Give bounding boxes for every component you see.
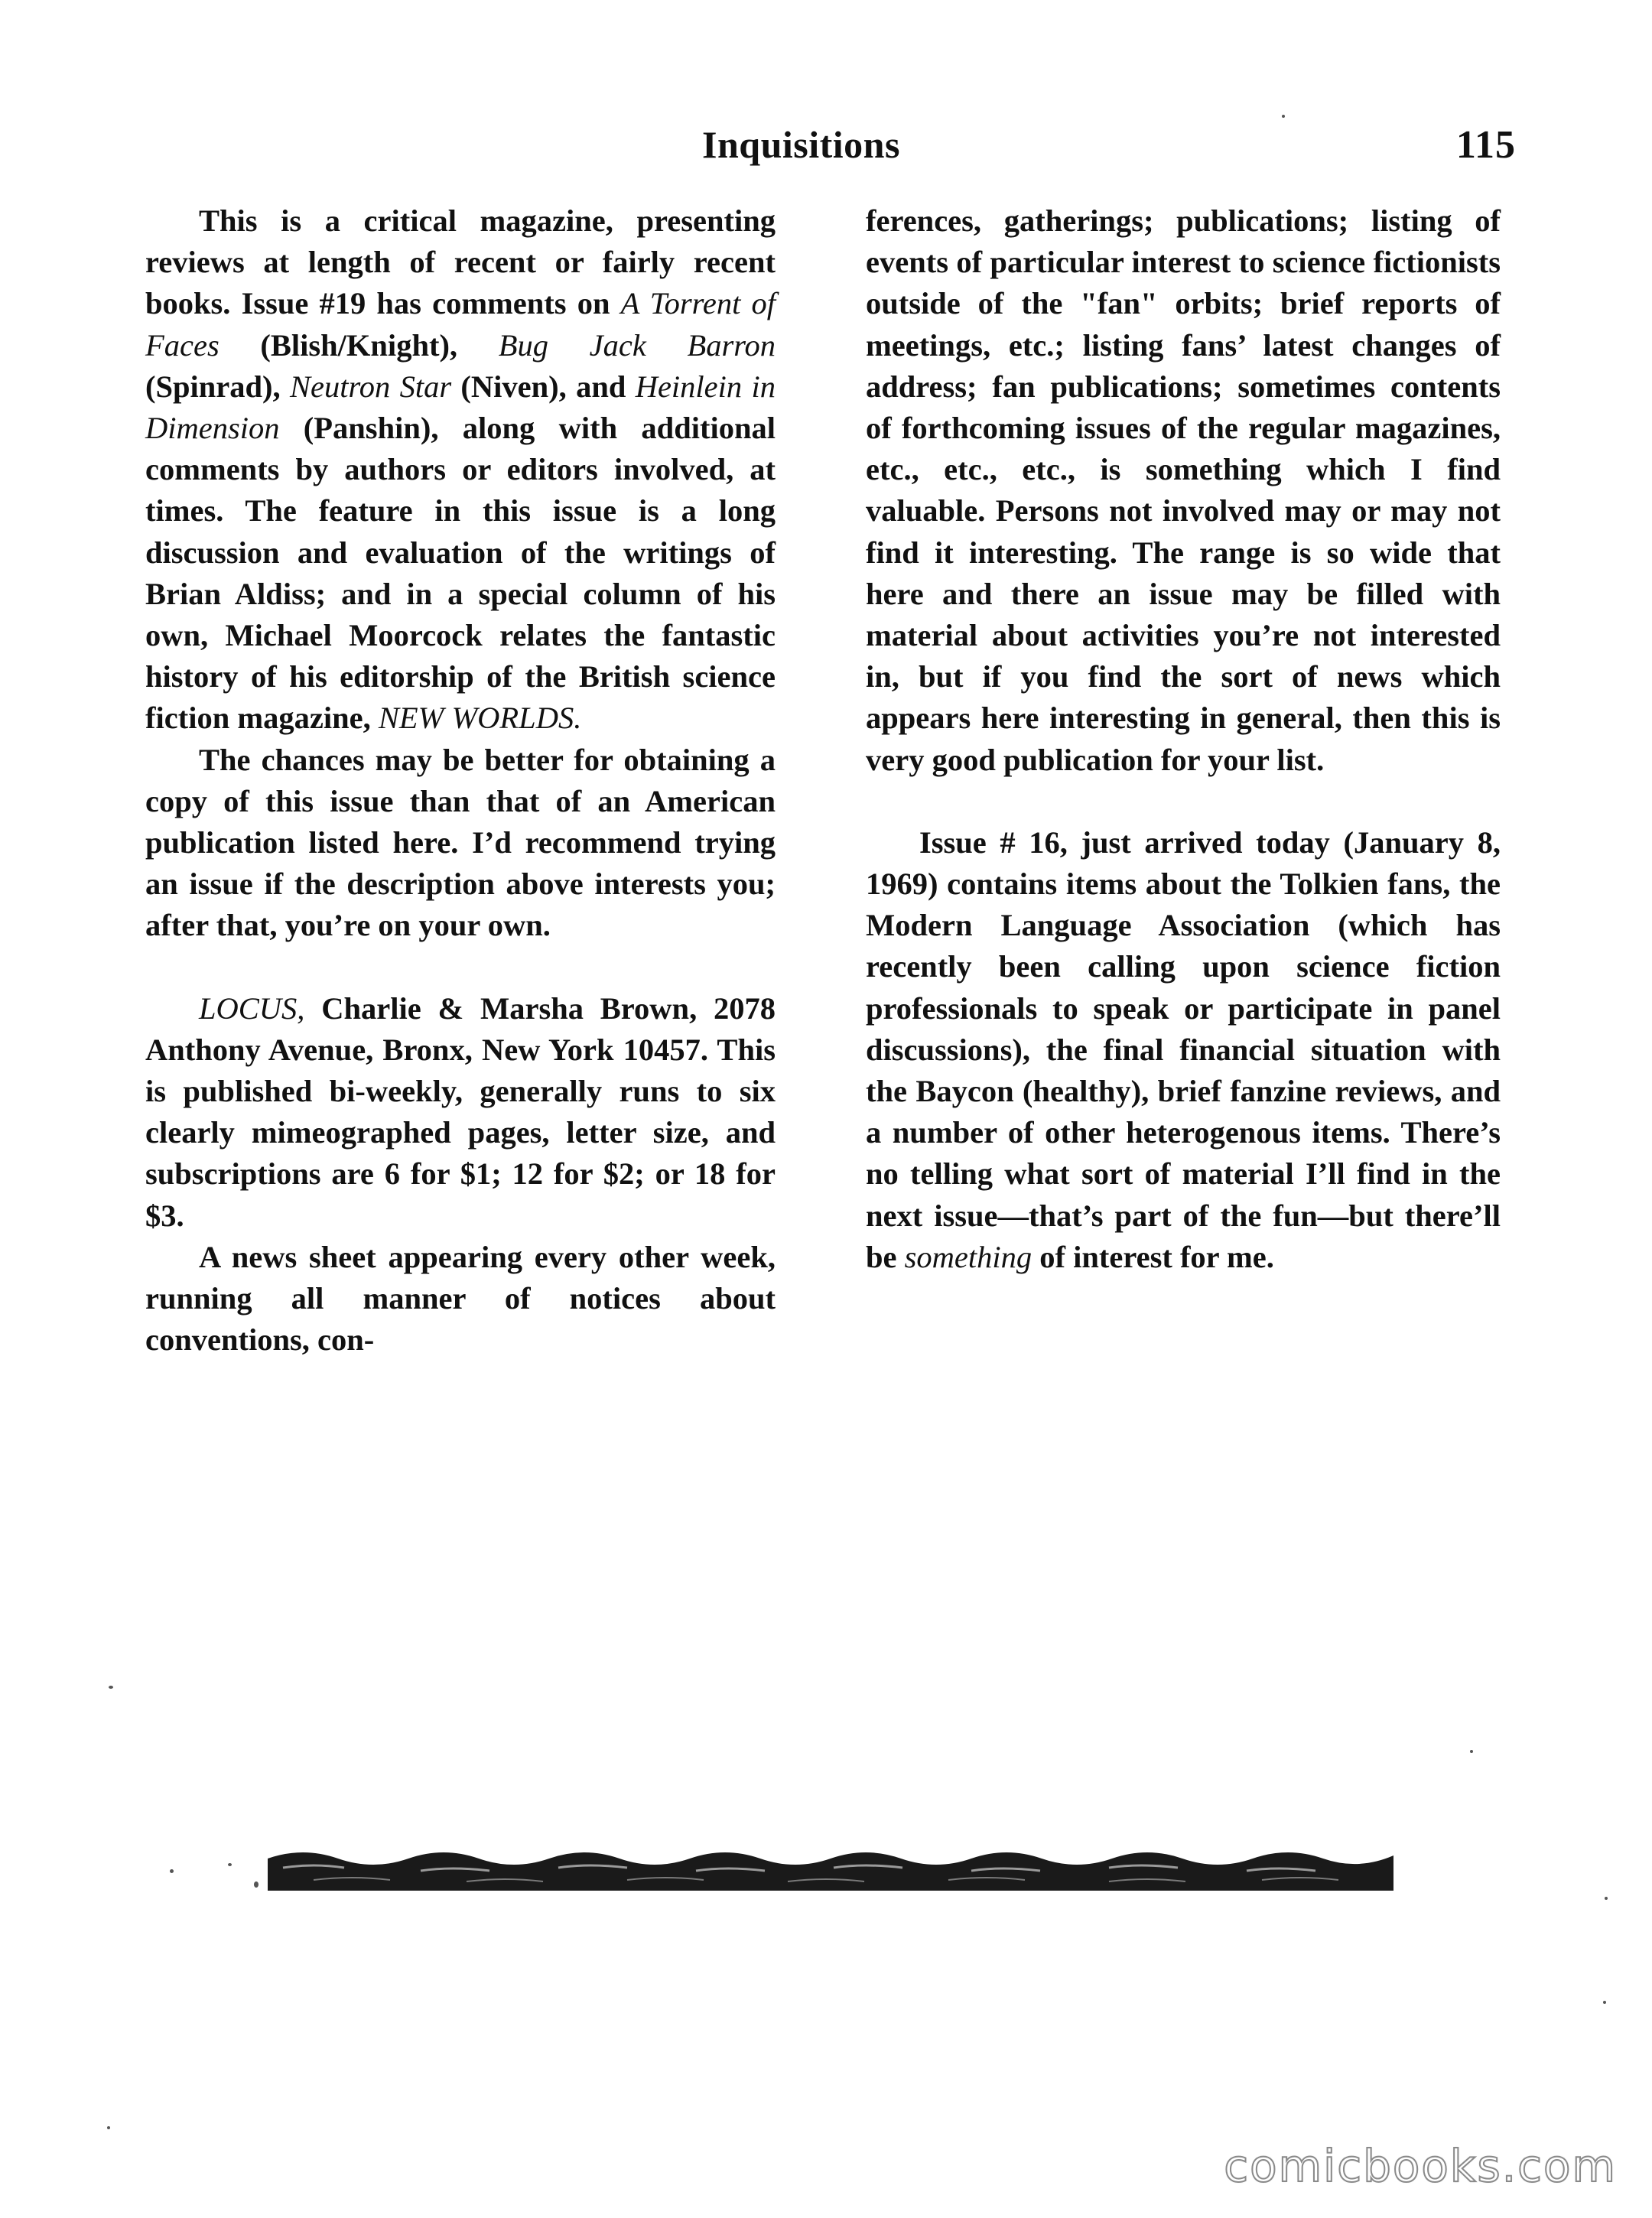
book-title: A Torrent of Faces (145, 286, 776, 363)
paragraph-news-sheet: A news sheet appearing every other week, running all manner of notices about conventions, con- (145, 1239, 776, 1358)
magazine-title: NEW WORLDS. (378, 701, 582, 736)
paragraph-locus: LOCUS, Charlie & Marsha Brown, 2078 Anthony Avenue, Bronx, New York 10457. This is published bi-weekly, generally runs to six clearly mimeographed pages, letter size, and subscriptions are 6 for $1; 12 for $2; or 18 for $3. (145, 990, 776, 1233)
print-speck (107, 2126, 110, 2129)
left-column (145, 200, 776, 1361)
watermark: comicbooks.com (1224, 2140, 1617, 2192)
magazine-title: LOCUS, (199, 990, 305, 1026)
book-title: Bug Jack Barron (498, 327, 776, 363)
paragraph-gap (145, 947, 776, 988)
emphasis: something (904, 1239, 1032, 1274)
print-speck (170, 1869, 174, 1873)
right-column (866, 200, 1501, 1278)
paragraph-gap (866, 781, 1501, 822)
book-title: Heinlein in Dimension (145, 369, 776, 446)
paragraph-review-magazine: This is a critical magazine, presenting reviews at length of recent or fairly recent books. Issue #19 has comments on A Torrent of Faces (Blish/Knight), Bug Jack Barron (Spinrad), Neutron Star (Niven), and Heinlein in Dimension (Panshin), along with additional comments by authors or editors involved, at times. The feature in this issue is a long discussion and evaluation of the writings of Brian Aldiss; and in a special column of his own, Michael Moorcock relates the fantastic history of his editorship of the British science fiction magazine, NEW WORLDS. (145, 203, 776, 736)
print-speck (1470, 1750, 1473, 1753)
print-speck (1603, 2001, 1606, 2004)
print-speck (254, 1881, 259, 1888)
running-head: Inquisitions (702, 123, 900, 166)
print-speck (228, 1863, 232, 1866)
print-speck (1282, 115, 1285, 118)
paragraph-recommendation: The chances may be better for obtaining a copy of this issue than that of an American publication listed here. I’d recommend trying an issue if the description above interests you; after that, you’re on your own. (145, 742, 776, 943)
book-title: Neutron Star (290, 369, 452, 404)
print-speck (1605, 1897, 1608, 1900)
print-speck (109, 1686, 113, 1689)
paragraph-issue-16: Issue # 16, just arrived today (January 8, 1969) contains items about the Tolkien fans, the Modern Language Association (which has recently been calling upon science fiction professionals to speak or participate in panel discussions), the final financial situation with the Baycon (healthy), brief fanzine reviews, and a number of other heterogenous items. There’s no telling what sort of material I’ll find in the next issue—that’s part of the fun—but there’ll be something of interest for me. (866, 824, 1501, 1274)
paragraph-continued: ferences, gatherings; publications; listing of events of particular interest to science fictionists outside of the "fan" orbits; brief reports of meetings, etc.; listing fans’ latest changes of address; fan publications; sometimes contents of forthcoming issues of the regular magazines, etc., etc., etc., is something which I find valuable. Persons not involved may or may not find it interesting. The range is so wide that here and there an issue may be filled with material about activities you’re not interested in, but if you find the sort of news which appears here interesting in general, then this is very good publication for your list. (866, 203, 1501, 777)
page-number: 115 (1455, 123, 1516, 167)
wavy-rule-ornament-icon (268, 1845, 1393, 1891)
